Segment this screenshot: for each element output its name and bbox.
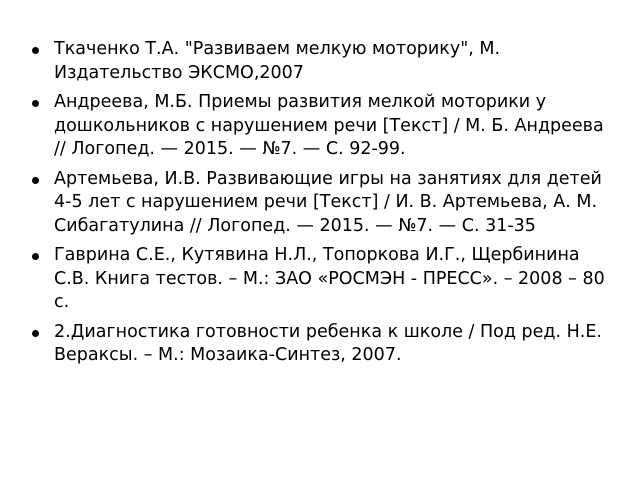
reference-text: Ткаченко Т.А. "Развиваем мелкую моторику", М. Издательство ЭКСМО,2007	[54, 39, 501, 83]
bullet-icon	[32, 47, 39, 54]
reference-text: Артемьева, И.В. Развивающие игры на занятиях для детей 4-5 лет с нарушением речи [Текст] / И. В. Артемьева, А. М. Сибагатулина // Логопед. — 2015. — №7. — С. 31-35	[54, 168, 602, 236]
list-item	[30, 38, 610, 85]
reference-list	[30, 38, 610, 374]
reference-text: Андреева, М.Б. Приемы развития мелкой моторики у дошкольников с нарушением речи [Текст] / М. Б. Андреева // Логопед. — 2015. — №7. — С. 92-99.	[54, 92, 604, 159]
list-item	[30, 168, 610, 239]
bullet-icon	[32, 177, 39, 184]
list-item	[30, 321, 610, 368]
bullet-icon	[32, 253, 39, 260]
list-item	[30, 91, 610, 162]
bullet-icon	[32, 100, 39, 107]
reference-text: 2.Диагностика готовности ребенка к школе / Под ред. Н.Е. Вераксы. – М.: Мозаика-Синтез, 2007.	[54, 321, 602, 365]
list-item	[30, 244, 610, 315]
reference-text: Гаврина С.Е., Кутявина Н.Л., Топоркова И.Г., Щербинина С.В. Книга тестов. – М.: ЗАО «РОСМЭН - ПРЕСС». – 2008 – 80 с.	[54, 245, 605, 312]
bullet-icon	[32, 330, 39, 337]
